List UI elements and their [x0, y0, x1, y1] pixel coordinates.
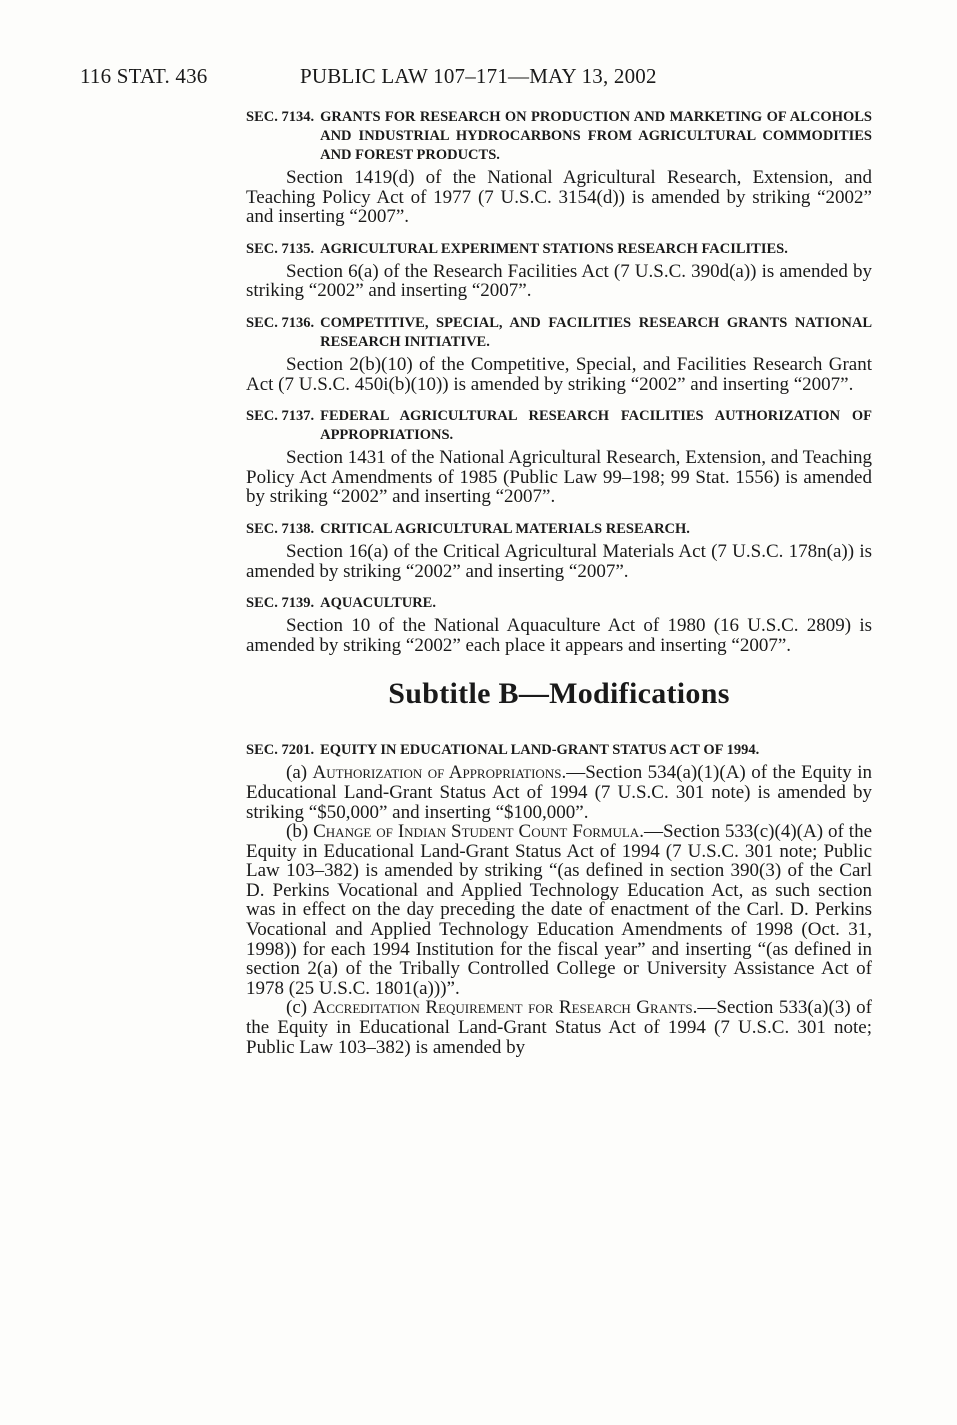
subsection-heading: Change of Indian Student Count Formula. [313, 821, 644, 843]
section-title: GRANTS FOR RESEARCH ON PRODUCTION AND MARKETING OF ALCOHOLS AND INDUSTRIAL HYDROCARBONS FROM AGRICULTURAL COMMODITIES AND FOREST PRODUCTS. [320, 109, 872, 163]
section-title: EQUITY IN EDUCATIONAL LAND-GRANT STATUS ACT OF 1994. [320, 742, 760, 759]
section-title: COMPETITIVE, SPECIAL, AND FACILITIES RESEARCH GRANTS NATIONAL RESEARCH INITIATIVE. [320, 314, 872, 350]
subsection-c: (c) Accreditation Requirement for Research Grants.—Section 533(a)(3) of the Equity in Educational Land-Grant Status Act of 1994 (7 U.S.C. 301 note; Public Law 103–382) is amended by [246, 997, 872, 1058]
subsection-b: (b) Change of Indian Student Count Formula.—Section 533(c)(4)(A) of the Equity in Educational Land-Grant Status Act of 1994 (7 U.S.C. 301 note; Public Law 103–382) is amended by striking “(as defined in section 390(3) of the Carl D. Perkins Vocational and Applied Technology Education Act, as such section was in effect on the day preceding the date of enactment of the Carl. D. Perkins Vocational and Applied Technology Education Amendments of 1998 (Oct. 31, 1998)) for each 1994 Institution for the fiscal year” and inserting “(as defined in section 2(a) of the Tribally Controlled College or University Assistance Act of 1978 (25 U.S.C. 1801(a)))”. [246, 821, 873, 999]
section-number: SEC. 7201. [246, 742, 315, 759]
section-title: CRITICAL AGRICULTURAL MATERIALS RESEARCH. [320, 520, 690, 537]
section-7138 [246, 520, 872, 581]
section-number: SEC. 7134. [246, 109, 315, 125]
subtitle-heading: Subtitle B—Modifications [388, 677, 730, 711]
section-7136 [246, 314, 872, 394]
section-text: Section 10 of the National Aquaculture Act of 1980 (16 U.S.C. 2809) is amended by striking “2002” each place it appears and inserting “2007”. [246, 615, 872, 656]
section-number: SEC. 7135. [246, 240, 315, 257]
subsection-heading: Accreditation Requirement for Research Grants. [312, 997, 698, 1019]
section-number: SEC. 7137. [246, 408, 315, 425]
section-text: Section 2(b)(10) of the Competitive, Special, and Facilities Research Grant Act (7 U.S.C. 450i(b)(10)) is amended by striking “2002” and inserting “2007”. [246, 353, 872, 395]
section-text: Section 16(a) of the Critical Agricultural Materials Act (7 U.S.C. 178n(a)) is amended by striking “2002” and inserting “2007”. [246, 540, 872, 582]
section-title: FEDERAL AGRICULTURAL RESEARCH FACILITIES AUTHORIZATION OF APPROPRIATIONS. [320, 408, 872, 444]
section-number: SEC. 7136. [246, 314, 315, 331]
section-title: AGRICULTURAL EXPERIMENT STATIONS RESEARCH FACILITIES. [320, 240, 788, 257]
subsection-heading: Authorization of Appropriations. [312, 762, 567, 784]
section-title: AQUACULTURE. [320, 595, 436, 612]
section-7201 [246, 741, 872, 1057]
section-number: SEC. 7139. [246, 595, 315, 612]
public-law-running-head: PUBLIC LAW 107–171—MAY 13, 2002 [300, 64, 657, 88]
section-text: Section 1419(d) of the National Agricultural Research, Extension, and Teaching Policy Act of 1977 (7 U.S.C. 3154(d)) is amended by striking “2002” and inserting “2007”. [246, 167, 872, 228]
section-7134 [246, 108, 872, 227]
section-7135 [246, 240, 872, 301]
section-text: Section 6(a) of the Research Facilities Act (7 U.S.C. 390d(a)) is amended by striking “2002” and inserting “2007”. [246, 260, 872, 302]
section-number: SEC. 7138. [246, 520, 315, 537]
section-7137 [246, 407, 872, 507]
section-text: Section 1431 of the National Agricultural Research, Extension, and Teaching Policy Act Amendments of 1985 (Public Law 99–198; 99 Stat. 1556) is amended by striking “2002” and inserting “2007”. [246, 447, 872, 508]
document-body [246, 108, 872, 1057]
stat-page-number: 116 STAT. 436 [80, 64, 208, 88]
subsection-a: (a) Authorization of Appropriations.—Section 534(a)(1)(A) of the Equity in Educational Land-Grant Status Act of 1994 (7 U.S.C. 301 note) is amended by striking “$50,000” and inserting “$100,000”. [246, 762, 872, 823]
section-7139 [246, 594, 872, 655]
